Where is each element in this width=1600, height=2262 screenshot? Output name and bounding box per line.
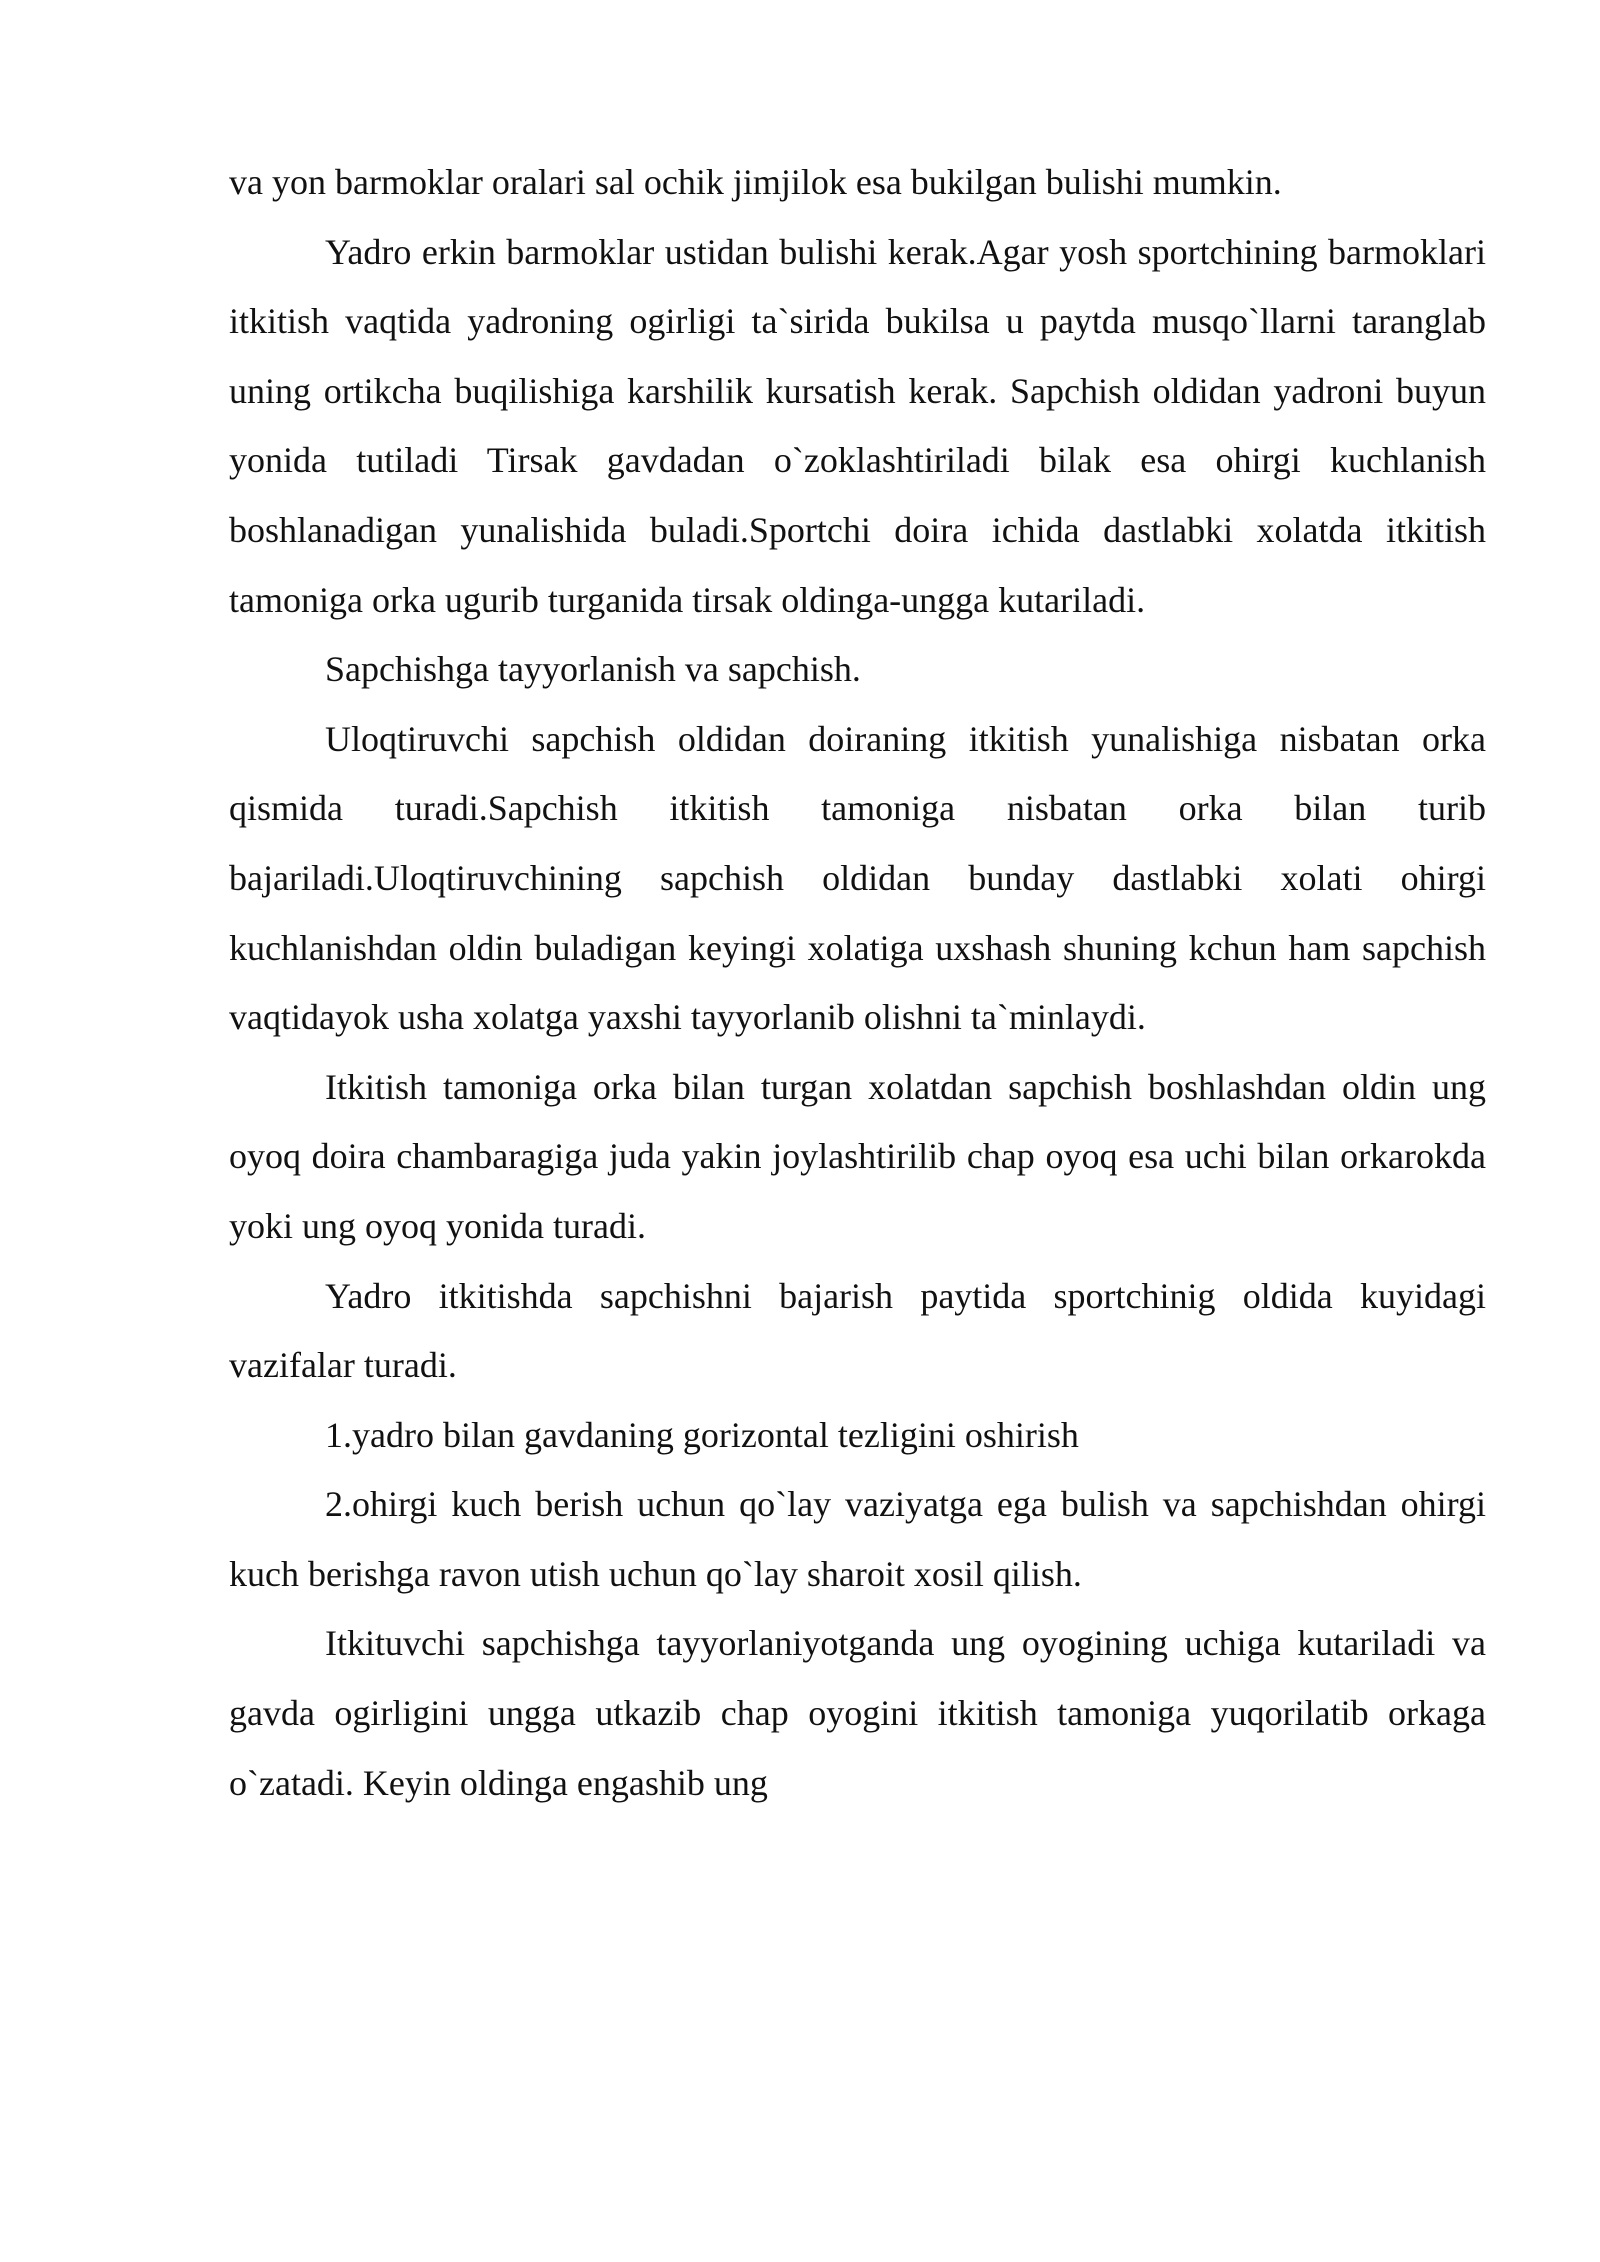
paragraph: Yadro erkin barmoklar ustidan bulishi kerak.Agar yosh sportchining barmoklari itkitish vaqtida yadroning ogirligi ta`sirida bukilsa u paytda musqo`llarni taranglab uning ortikcha buqilishiga karshilik kursatish kerak. Sapchish oldidan yadroni buyun yonida tutiladi Tirsak gavdadan o`zoklashtiriladi bilak esa ohirgi kuchlanish boshlanadigan yunalishida buladi.Sportchi doira ichida dastlabki xolatda itkitish tamoniga orka ugurib turganida tirsak oldinga-ungga kutariladi. xyxy=(229,231,1486,620)
list-item: 1.yadro bilan gavdaning gorizontal tezligini oshirish xyxy=(325,1414,1079,1455)
paragraph: Uloqtiruvchi sapchish oldidan doiraning itkitish yunalishiga nisbatan orka qismida turadi.Sapchish itkitish tamoniga nisbatan orka bilan turib bajariladi.Uloqtiruvchining sapchish oldidan bunday dastlabki xolati ohirgi kuchlanishdan oldin buladigan keyingi xolatiga uxshash shuning kchun ham sapchish vaqtidayok usha xolatga yaxshi tayyorlanib olishni ta`minlaydi. xyxy=(229,718,1486,1038)
document-body xyxy=(229,148,1486,1818)
list-item: 2.ohirgi kuch berish uchun qo`lay vaziyatga ega bulish va sapchishdan ohirgi kuch berishga ravon utish uchun qo`lay sharoit xosil qilish. xyxy=(229,1484,1486,1594)
paragraph: Yadro itkitishda sapchishni bajarish paytida sportchinig oldida kuyidagi vazifalar turadi. xyxy=(229,1275,1486,1386)
paragraph: Itkitish tamoniga orka bilan turgan xolatdan sapchish boshlashdan oldin ung oyoq doira chambaragiga juda yakin joylashtirilib chap oyoq esa uchi bilan orkarokda yoki ung oyoq yonida turadi. xyxy=(229,1066,1486,1246)
paragraph: Itkituvchi sapchishga tayyorlaniyotganda ung oyogining uchiga kutariladi va gavda ogirligini ungga utkazib chap oyogini itkitish tamoniga yuqorilatib orkaga o`zatadi. Keyin oldinga engashib ung xyxy=(229,1623,1486,1803)
section-heading: Sapchishga tayyorlanish va sapchish. xyxy=(325,649,861,690)
paragraph: va yon barmoklar oralari sal ochik jimjilok esa bukilgan bulishi mumkin. xyxy=(229,162,1282,202)
